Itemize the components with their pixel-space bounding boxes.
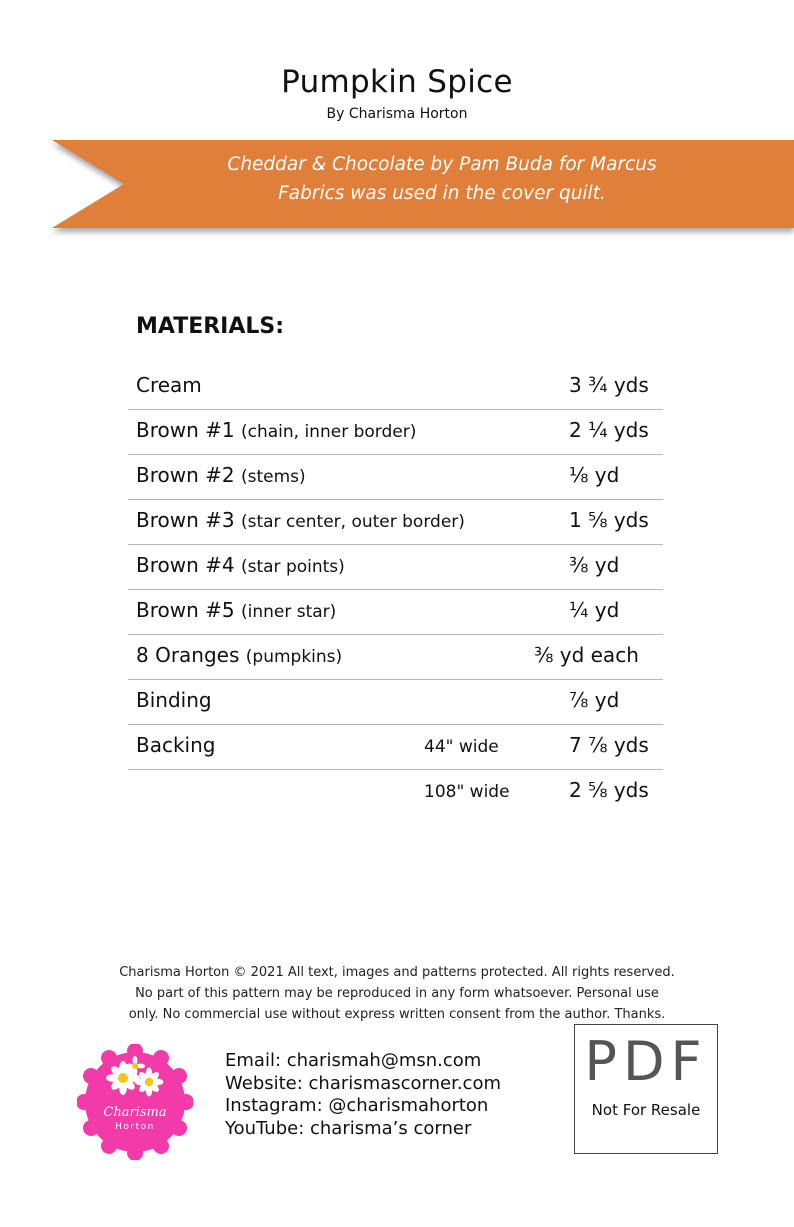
material-name: Brown #3 (star center, outer border) xyxy=(136,508,465,532)
materials-row xyxy=(128,410,663,455)
material-width: 108" wide xyxy=(424,782,510,802)
copyright-notice xyxy=(60,962,734,1025)
page-title: Pumpkin Spice xyxy=(281,64,513,100)
material-note: (star center, outer border) xyxy=(240,512,465,532)
materials-row xyxy=(128,365,663,410)
banner-text xyxy=(142,150,742,208)
material-name: Brown #1 (chain, inner border) xyxy=(136,418,417,442)
materials-row xyxy=(128,590,663,635)
material-name: Brown #2 (stems) xyxy=(136,463,306,487)
material-amount: ⅛ yd xyxy=(569,463,620,487)
material-name: Brown #4 (star points) xyxy=(136,553,345,577)
material-amount: 1 ⅝ yds xyxy=(569,508,649,532)
copyright-line-1: Charisma Horton © 2021 All text, images and patterns protected. All rights reserved. xyxy=(119,965,675,980)
material-amount: 2 ⅝ yds xyxy=(569,778,649,802)
contact-email: Email: charismah@msn.com xyxy=(225,1050,482,1071)
material-amount: ¼ yd xyxy=(569,598,620,622)
material-amount: ⅞ yd xyxy=(569,688,620,712)
pdf-label: PDF xyxy=(584,1030,708,1093)
contact-info xyxy=(225,1050,501,1140)
materials-row xyxy=(128,680,663,725)
material-amount: 7 ⅞ yds xyxy=(569,733,649,757)
copyright-line-3: only. No commercial use without express written consent from the author. Thanks. xyxy=(128,1007,666,1022)
material-note: (inner star) xyxy=(240,602,337,622)
material-note: (chain, inner border) xyxy=(240,422,417,442)
pdf-not-for-resale-badge xyxy=(574,1024,718,1154)
banner-line-2: Fabrics was used in the cover quilt. xyxy=(278,183,606,204)
logo-subname: Horton xyxy=(115,1122,155,1132)
materials-row xyxy=(128,770,663,814)
materials-row xyxy=(128,545,663,590)
logo-name: Charisma xyxy=(103,1105,167,1120)
materials-table xyxy=(128,365,663,814)
charisma-horton-logo xyxy=(77,1044,193,1160)
not-for-resale-label: Not For Resale xyxy=(591,1101,701,1119)
material-name: Cream xyxy=(136,373,202,397)
materials-row xyxy=(128,635,663,680)
materials-heading: MATERIALS: xyxy=(136,314,285,339)
material-name: 8 Oranges (pumpkins) xyxy=(136,643,343,667)
material-name: Brown #5 (inner star) xyxy=(136,598,337,622)
materials-row xyxy=(128,500,663,545)
material-amount: ⅜ yd each xyxy=(534,643,639,667)
material-amount: 3 ¾ yds xyxy=(569,373,649,397)
copyright-line-2: No part of this pattern may be reproduced in any form whatsoever. Personal use xyxy=(135,986,659,1001)
material-amount: 2 ¼ yds xyxy=(569,418,649,442)
fabric-banner xyxy=(52,140,794,228)
material-note: (stems) xyxy=(240,467,306,487)
contact-website: Website: charismascorner.com xyxy=(225,1072,501,1094)
author-byline: By Charisma Horton xyxy=(326,106,468,122)
material-amount: ⅜ yd xyxy=(569,553,620,577)
material-note: (star points) xyxy=(240,557,345,577)
material-name: Binding xyxy=(136,688,212,712)
materials-row xyxy=(128,455,663,500)
material-note: (pumpkins) xyxy=(245,647,343,667)
materials-row xyxy=(128,725,663,770)
contact-instagram: Instagram: @charismahorton xyxy=(225,1095,489,1116)
contact-youtube: YouTube: charisma’s corner xyxy=(225,1117,472,1139)
material-name: Backing xyxy=(136,733,216,757)
banner-line-1: Cheddar & Chocolate by Pam Buda for Marcus xyxy=(227,154,657,175)
material-width: 44" wide xyxy=(424,737,499,757)
